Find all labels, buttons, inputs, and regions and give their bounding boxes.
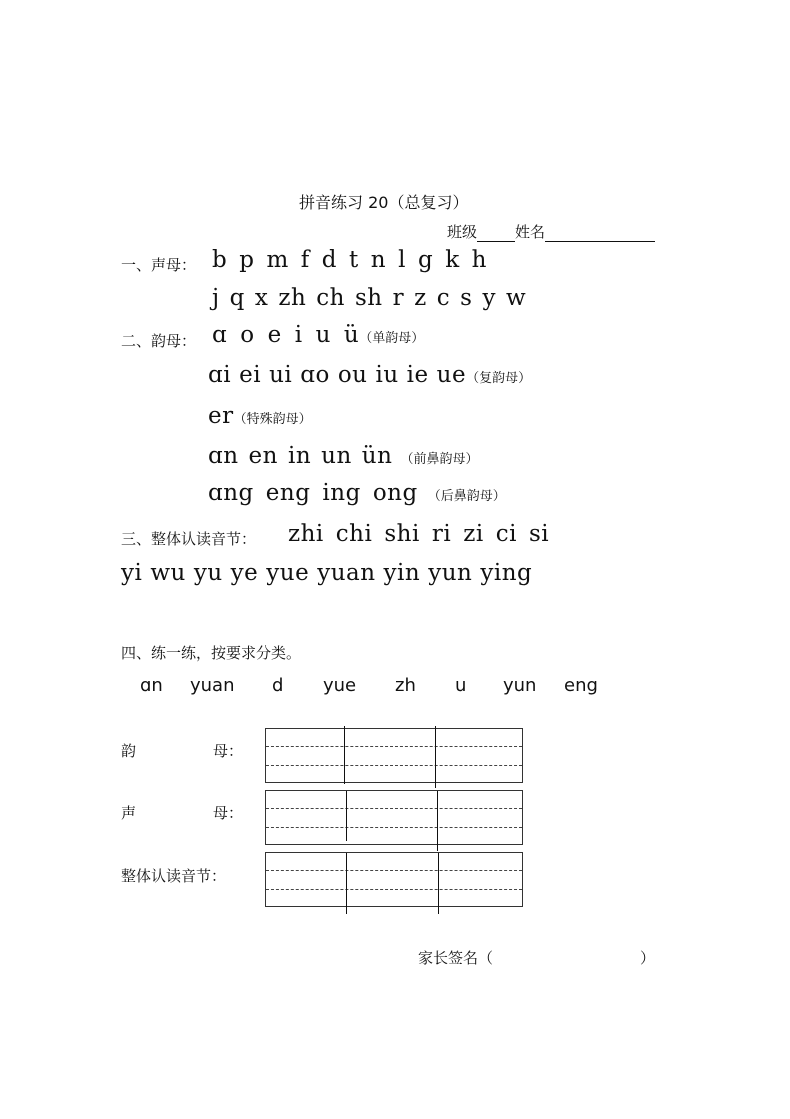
syllable-item: ci (495, 521, 517, 547)
initial-letter: y (482, 285, 496, 311)
initial-letter: t (349, 247, 359, 273)
final-item: eng (265, 480, 311, 506)
initial-letter: ch (316, 285, 345, 311)
final-item: e (267, 322, 282, 348)
initial-letter: c (436, 285, 451, 311)
name-blank[interactable] (545, 225, 655, 242)
section1-label: 一、声母： (121, 256, 197, 274)
final-item: ing (322, 480, 361, 506)
final-item: ɑo (300, 362, 330, 388)
word-bank-item: ɑn (140, 675, 163, 696)
guide-line (266, 870, 522, 871)
final-item: ong (372, 480, 418, 506)
guide-line (266, 765, 522, 766)
final-item: ie (406, 362, 429, 388)
syllable-item: yin (383, 560, 421, 586)
syllable-item: chi (335, 521, 373, 547)
whole-syllables-answer-box[interactable] (265, 852, 523, 907)
special-finals-note: （特殊韵母） (233, 412, 312, 427)
syllable-item: yi (121, 560, 143, 586)
final-item: ü (343, 322, 360, 348)
syllable-item: zi (463, 521, 484, 547)
initial-letter: d (321, 247, 338, 273)
word-bank-item: u (455, 675, 467, 696)
parent-signature-field[interactable] (510, 944, 638, 966)
initial-letter: l (398, 247, 406, 273)
final-item: ui (269, 362, 293, 388)
guide-line (266, 808, 522, 809)
final-item: o (240, 322, 255, 348)
page-title: 拼音练习 20（总复习） (299, 193, 469, 212)
final-item: ɑi (208, 362, 232, 388)
initials-answer-box[interactable] (265, 790, 523, 845)
section2-label: 二、韵母： (121, 332, 197, 350)
syllable-item: si (528, 521, 550, 547)
section4-label: 四、练一练，按要求分类。 (121, 644, 302, 662)
final-item: ɑng (208, 480, 254, 506)
syllable-item: zhi (288, 521, 324, 547)
class-name-line (447, 221, 655, 242)
cell-divider (344, 726, 345, 784)
final-item: in (287, 443, 312, 469)
compound-finals (208, 362, 531, 388)
word-bank-item: yun (503, 675, 537, 696)
cell-divider (437, 791, 438, 851)
initial-letter: g (417, 247, 434, 273)
class-blank[interactable] (477, 225, 515, 242)
initial-letter: m (266, 247, 289, 273)
initial-letter: w (505, 285, 527, 311)
back-nasal-finals (208, 480, 506, 506)
front-nasal-finals (208, 443, 478, 469)
guide-line (266, 827, 522, 828)
whole-syllables-row-label: 整体认读音节： (121, 867, 227, 885)
cell-divider (435, 726, 436, 788)
name-label: 姓名 (515, 223, 546, 241)
initial-letter: b (212, 247, 228, 273)
final-item: u (315, 322, 331, 348)
finals-row-label-b: 母： (213, 742, 244, 760)
final-item: i (294, 322, 303, 348)
initials-row-label-b: 母： (213, 804, 244, 822)
guide-line (266, 746, 522, 747)
compound-finals-note: （复韵母） (466, 371, 532, 386)
final-item: ou (337, 362, 368, 388)
initials-row-1 (212, 247, 487, 273)
word-bank-item: yuan (190, 675, 235, 696)
word-bank-item: yue (323, 675, 357, 696)
initial-letter: z (414, 285, 427, 311)
whole-syllables-row-1 (288, 521, 549, 547)
final-item: ei (239, 362, 262, 388)
front-nasal-note: （前鼻韵母） (400, 452, 479, 467)
initial-letter: f (300, 247, 310, 273)
final-item: un (321, 443, 352, 469)
single-finals-note: （单韵母） (359, 331, 425, 346)
initial-letter: n (370, 247, 387, 273)
final-item: ɑ (212, 322, 228, 348)
syllable-item: shi (384, 521, 420, 547)
cell-divider (438, 853, 439, 914)
initial-letter: s (460, 285, 473, 311)
guide-line (266, 889, 522, 890)
initial-letter: j (212, 285, 220, 311)
class-label: 班级 (447, 223, 478, 241)
initial-letter: h (471, 247, 487, 273)
syllable-item: wu (150, 560, 186, 586)
final-item: ue (436, 362, 467, 388)
back-nasal-note: （后鼻韵母） (427, 489, 506, 504)
initials-row-label-a: 声 (121, 804, 137, 822)
initial-letter: sh (355, 285, 383, 311)
initial-letter: r (392, 285, 405, 311)
word-bank-item: eng (564, 675, 598, 696)
whole-syllables-row-2 (121, 560, 532, 586)
finals-row-label-a: 韵 (121, 742, 137, 760)
initial-letter: p (239, 247, 255, 273)
word-bank-item: d (272, 675, 284, 696)
special-finals (208, 403, 312, 429)
final-item: er (208, 403, 234, 429)
initial-letter: zh (278, 285, 307, 311)
initials-row-2 (212, 285, 526, 311)
syllable-item: yuan (317, 560, 376, 586)
parent-signature-label: 家长签名（ (418, 949, 494, 967)
cell-divider (346, 791, 347, 841)
syllable-item: yue (266, 560, 310, 586)
initial-letter: k (445, 247, 460, 273)
syllable-item: ri (431, 521, 452, 547)
final-item: ün (361, 443, 393, 469)
section3-label: 三、整体认读音节： (121, 530, 257, 548)
finals-answer-box[interactable] (265, 728, 523, 783)
final-item: ɑn (208, 443, 239, 469)
single-finals (212, 322, 424, 348)
initial-letter: x (254, 285, 269, 311)
word-bank-item: zh (395, 675, 416, 696)
syllable-item: yun (428, 560, 473, 586)
final-item: iu (375, 362, 399, 388)
initial-letter: q (229, 285, 245, 311)
cell-divider (346, 853, 347, 914)
parent-signature-close: ） (640, 949, 656, 967)
final-item: en (248, 443, 278, 469)
syllable-item: ye (230, 560, 259, 586)
syllable-item: yu (193, 560, 223, 586)
syllable-item: ying (480, 560, 533, 586)
